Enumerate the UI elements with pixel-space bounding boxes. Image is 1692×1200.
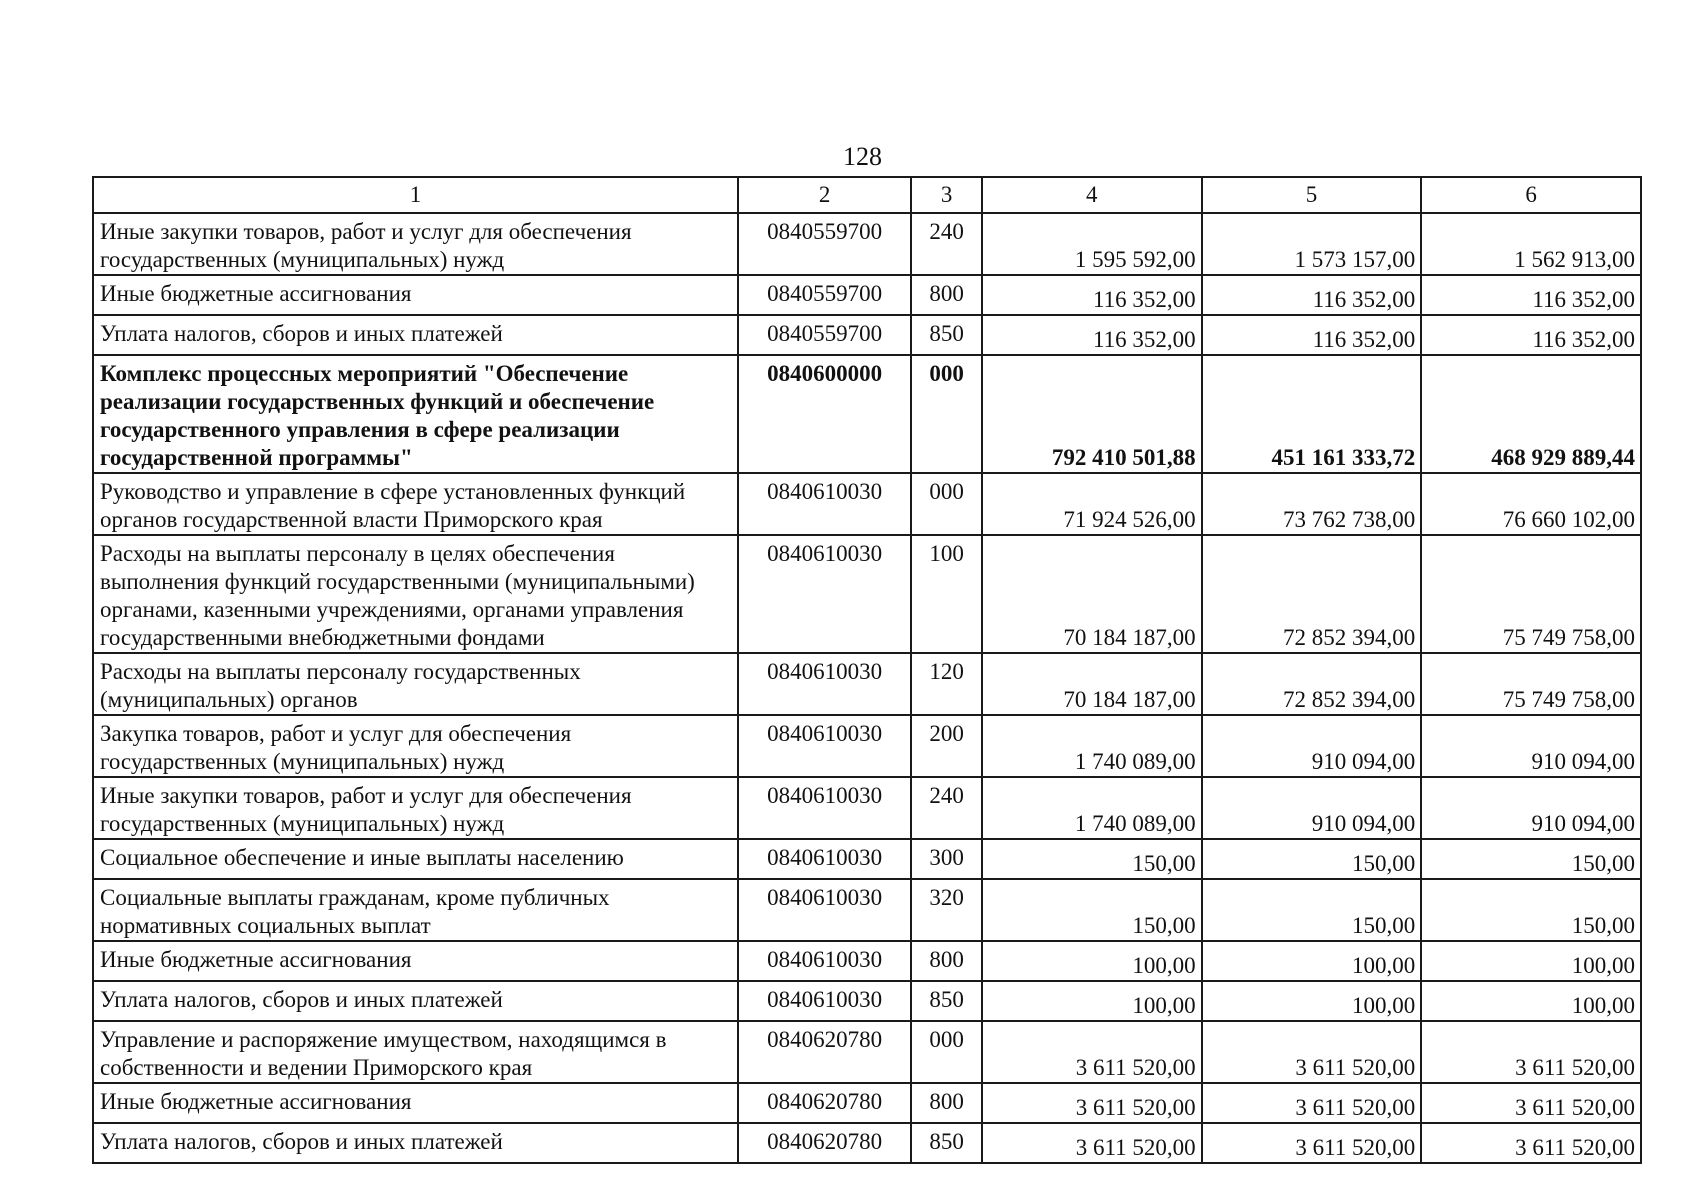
table-row [93, 1123, 1641, 1163]
row-code-cell: 0840610030 [738, 879, 911, 941]
row-amount-2-cell: 910 094,00 [1202, 715, 1422, 777]
row-amount-1-cell: 100,00 [982, 941, 1202, 981]
row-amount-3-cell: 910 094,00 [1421, 715, 1641, 777]
table-row [93, 941, 1641, 981]
row-name-cell: Иные закупки товаров, работ и услуг для обеспечения государственных (муниципальных) нужд [93, 777, 738, 839]
row-amount-2-cell: 1 573 157,00 [1202, 213, 1422, 275]
row-amount-1-cell: 150,00 [982, 879, 1202, 941]
row-code-cell: 0840620780 [738, 1021, 911, 1083]
table-row [93, 715, 1641, 777]
row-amount-3-cell: 100,00 [1421, 941, 1641, 981]
row-type-cell: 300 [911, 839, 982, 879]
row-code-cell: 0840559700 [738, 315, 911, 355]
row-name-cell: Управление и распоряжение имуществом, находящимся в собственности и ведении Приморского края [93, 1021, 738, 1083]
row-name-cell: Расходы на выплаты персоналу в целях обеспечения выполнения функций государственными (муниципальными) органами, казенными учреждениями, органами управления государственными внебюджетными фондами [93, 535, 738, 653]
row-type-cell: 120 [911, 653, 982, 715]
row-name-cell: Уплата налогов, сборов и иных платежей [93, 1123, 738, 1163]
row-type-cell: 240 [911, 213, 982, 275]
table-row [93, 275, 1641, 315]
row-amount-1-cell: 70 184 187,00 [982, 653, 1202, 715]
row-amount-2-cell: 3 611 520,00 [1202, 1083, 1422, 1123]
table-body [93, 213, 1641, 1163]
row-code-cell: 0840600000 [738, 355, 911, 473]
row-amount-3-cell: 3 611 520,00 [1421, 1021, 1641, 1083]
row-code-cell: 0840610030 [738, 839, 911, 879]
table-row [93, 981, 1641, 1021]
row-amount-2-cell: 72 852 394,00 [1202, 535, 1422, 653]
row-name-cell: Иные закупки товаров, работ и услуг для обеспечения государственных (муниципальных) нужд [93, 213, 738, 275]
row-name-cell: Иные бюджетные ассигнования [93, 941, 738, 981]
row-name-cell: Социальное обеспечение и иные выплаты населению [93, 839, 738, 879]
row-type-cell: 240 [911, 777, 982, 839]
row-amount-2-cell: 100,00 [1202, 981, 1422, 1021]
row-name-cell: Расходы на выплаты персоналу государственных (муниципальных) органов [93, 653, 738, 715]
row-code-cell: 0840610030 [738, 981, 911, 1021]
row-amount-1-cell: 792 410 501,88 [982, 355, 1202, 473]
row-amount-1-cell: 116 352,00 [982, 275, 1202, 315]
row-amount-3-cell: 3 611 520,00 [1421, 1123, 1641, 1163]
row-amount-1-cell: 3 611 520,00 [982, 1083, 1202, 1123]
row-type-cell: 100 [911, 535, 982, 653]
table-row [93, 1021, 1641, 1083]
row-code-cell: 0840610030 [738, 715, 911, 777]
row-type-cell: 000 [911, 355, 982, 473]
row-code-cell: 0840559700 [738, 275, 911, 315]
row-name-cell: Уплата налогов, сборов и иных платежей [93, 315, 738, 355]
row-code-cell: 0840610030 [738, 535, 911, 653]
table-row [93, 1083, 1641, 1123]
row-amount-3-cell: 468 929 889,44 [1421, 355, 1641, 473]
row-amount-3-cell: 75 749 758,00 [1421, 653, 1641, 715]
table-row [93, 355, 1641, 473]
row-type-cell: 000 [911, 473, 982, 535]
row-amount-3-cell: 150,00 [1421, 839, 1641, 879]
row-code-cell: 0840620780 [738, 1083, 911, 1123]
row-amount-1-cell: 1 740 089,00 [982, 715, 1202, 777]
row-code-cell: 0840620780 [738, 1123, 911, 1163]
row-name-cell: Уплата налогов, сборов и иных платежей [93, 981, 738, 1021]
row-amount-2-cell: 73 762 738,00 [1202, 473, 1422, 535]
row-amount-2-cell: 116 352,00 [1202, 315, 1422, 355]
table-row [93, 315, 1641, 355]
row-code-cell: 0840610030 [738, 941, 911, 981]
row-type-cell: 850 [911, 1123, 982, 1163]
row-amount-2-cell: 116 352,00 [1202, 275, 1422, 315]
table-row [93, 213, 1641, 275]
row-amount-2-cell: 100,00 [1202, 941, 1422, 981]
row-type-cell: 800 [911, 941, 982, 981]
budget-table [92, 176, 1642, 1164]
row-name-cell: Комплекс процессных мероприятий "Обеспечение реализации государственных функций и обеспечение государственного управления в сфере реализации государственной программы" [93, 355, 738, 473]
row-amount-3-cell: 100,00 [1421, 981, 1641, 1021]
row-amount-1-cell: 100,00 [982, 981, 1202, 1021]
column-header-amount-2: 5 [1202, 177, 1422, 213]
table-row [93, 777, 1641, 839]
row-amount-2-cell: 451 161 333,72 [1202, 355, 1422, 473]
row-name-cell: Иные бюджетные ассигнования [93, 275, 738, 315]
column-header-amount-1: 4 [982, 177, 1202, 213]
row-amount-2-cell: 150,00 [1202, 879, 1422, 941]
column-header-name: 1 [93, 177, 738, 213]
row-amount-2-cell: 910 094,00 [1202, 777, 1422, 839]
header-row [93, 177, 1641, 213]
row-amount-3-cell: 910 094,00 [1421, 777, 1641, 839]
row-type-cell: 850 [911, 981, 982, 1021]
row-amount-1-cell: 3 611 520,00 [982, 1123, 1202, 1163]
row-name-cell: Иные бюджетные ассигнования [93, 1083, 738, 1123]
table-row [93, 653, 1641, 715]
row-code-cell: 0840610030 [738, 777, 911, 839]
row-amount-2-cell: 3 611 520,00 [1202, 1021, 1422, 1083]
row-code-cell: 0840559700 [738, 213, 911, 275]
column-header-type: 3 [911, 177, 982, 213]
row-amount-3-cell: 116 352,00 [1421, 275, 1641, 315]
table-row [93, 879, 1641, 941]
row-type-cell: 000 [911, 1021, 982, 1083]
row-amount-3-cell: 150,00 [1421, 879, 1641, 941]
row-amount-3-cell: 75 749 758,00 [1421, 535, 1641, 653]
row-amount-3-cell: 76 660 102,00 [1421, 473, 1641, 535]
row-type-cell: 800 [911, 1083, 982, 1123]
row-type-cell: 800 [911, 275, 982, 315]
row-type-cell: 850 [911, 315, 982, 355]
column-header-code: 2 [738, 177, 911, 213]
row-code-cell: 0840610030 [738, 473, 911, 535]
row-amount-1-cell: 70 184 187,00 [982, 535, 1202, 653]
table-row [93, 535, 1641, 653]
row-amount-1-cell: 116 352,00 [982, 315, 1202, 355]
page-number: 128 [843, 142, 882, 171]
row-type-cell: 320 [911, 879, 982, 941]
table-header [93, 177, 1641, 213]
row-name-cell: Руководство и управление в сфере установленных функций органов государственной власти Приморского края [93, 473, 738, 535]
row-amount-1-cell: 1 740 089,00 [982, 777, 1202, 839]
table-row [93, 839, 1641, 879]
row-amount-1-cell: 150,00 [982, 839, 1202, 879]
row-name-cell: Социальные выплаты гражданам, кроме публичных нормативных социальных выплат [93, 879, 738, 941]
row-amount-2-cell: 150,00 [1202, 839, 1422, 879]
column-header-amount-3: 6 [1421, 177, 1641, 213]
row-amount-2-cell: 72 852 394,00 [1202, 653, 1422, 715]
row-type-cell: 200 [911, 715, 982, 777]
row-amount-3-cell: 116 352,00 [1421, 315, 1641, 355]
row-amount-1-cell: 3 611 520,00 [982, 1021, 1202, 1083]
row-amount-1-cell: 1 595 592,00 [982, 213, 1202, 275]
row-code-cell: 0840610030 [738, 653, 911, 715]
row-amount-2-cell: 3 611 520,00 [1202, 1123, 1422, 1163]
row-name-cell: Закупка товаров, работ и услуг для обеспечения государственных (муниципальных) нужд [93, 715, 738, 777]
row-amount-3-cell: 3 611 520,00 [1421, 1083, 1641, 1123]
table-row [93, 473, 1641, 535]
row-amount-3-cell: 1 562 913,00 [1421, 213, 1641, 275]
row-amount-1-cell: 71 924 526,00 [982, 473, 1202, 535]
